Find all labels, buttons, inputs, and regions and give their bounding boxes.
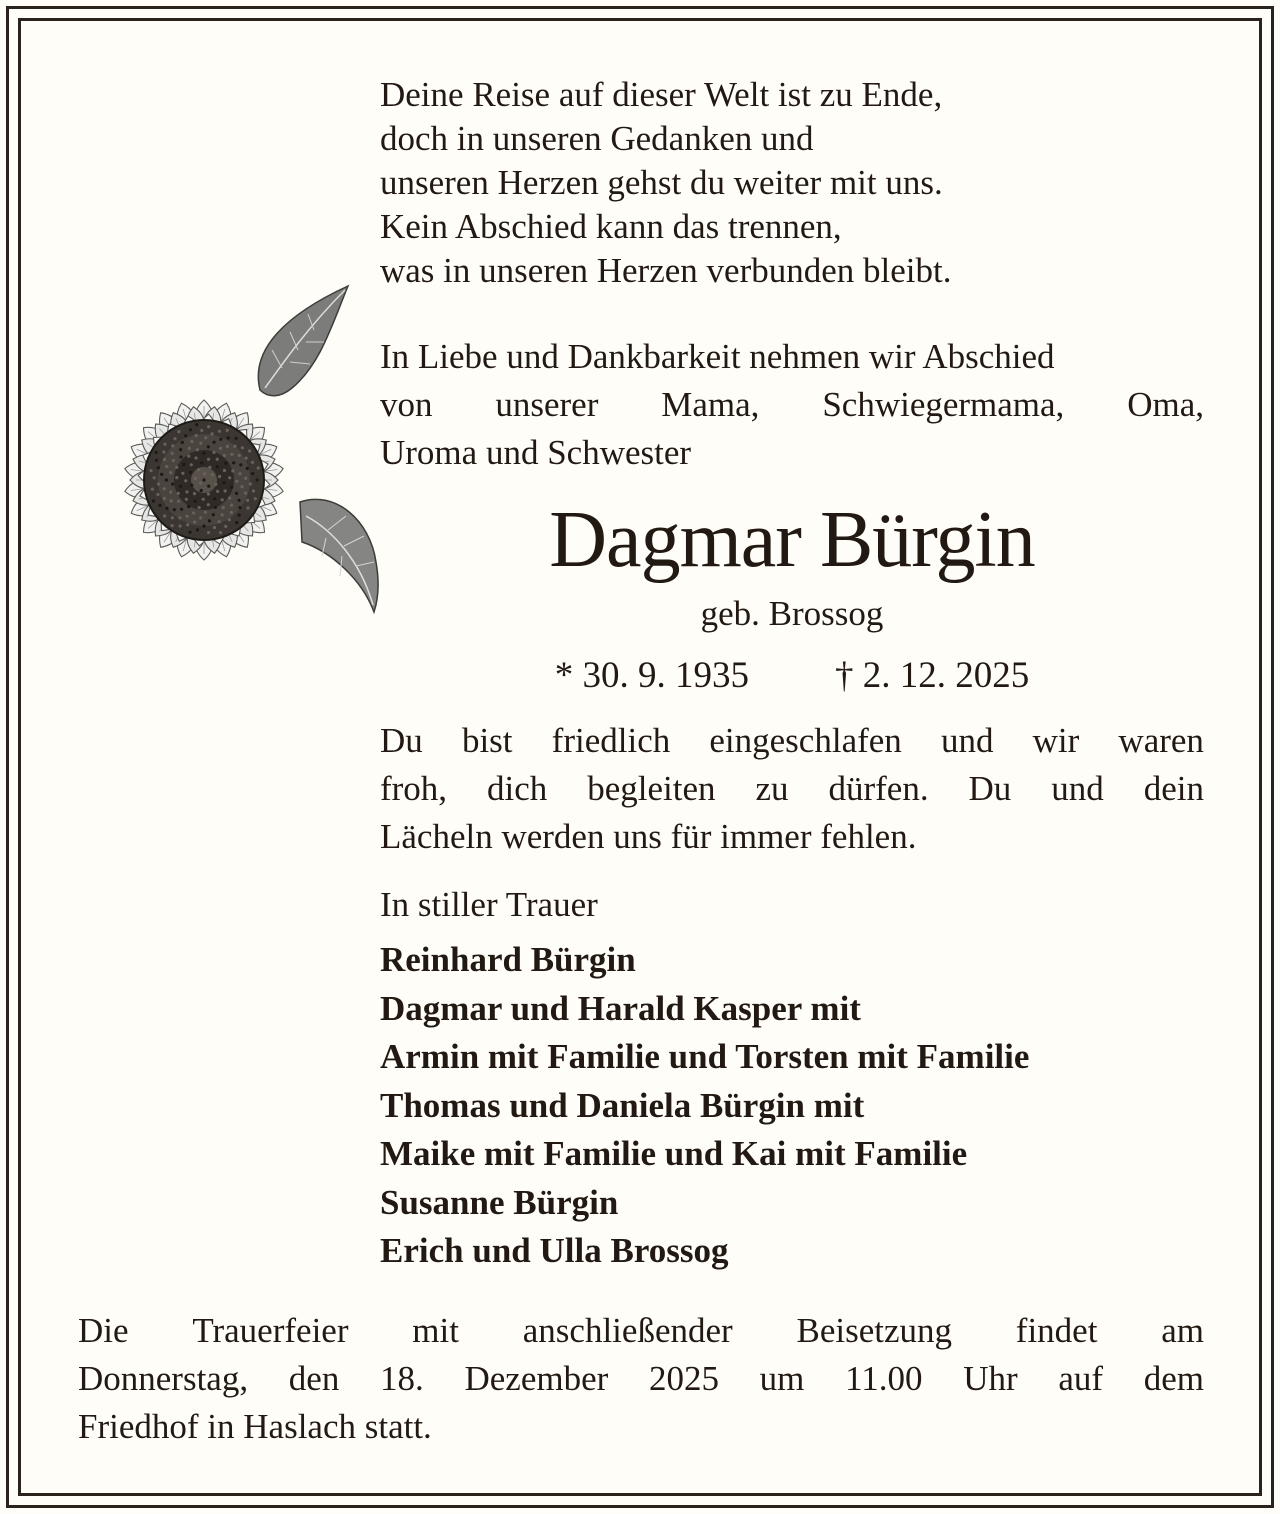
family-member: Armin mit Familie und Torsten mit Familie	[380, 1037, 1030, 1076]
word: waren	[1118, 721, 1204, 760]
word: friedlich	[551, 721, 671, 760]
seed	[214, 483, 217, 486]
seed	[173, 508, 176, 511]
seed	[175, 466, 178, 469]
word: den	[288, 1359, 340, 1398]
seed	[160, 473, 163, 476]
seed	[197, 468, 200, 471]
seed	[149, 469, 152, 472]
seed	[169, 491, 172, 494]
seed	[223, 469, 226, 472]
seed	[211, 473, 214, 476]
seed	[165, 478, 168, 481]
seed	[212, 451, 215, 454]
seed	[155, 451, 158, 454]
seed	[165, 465, 168, 468]
seed	[219, 447, 222, 450]
seed	[184, 479, 187, 482]
word: am	[1161, 1311, 1204, 1350]
family-member: Maike mit Familie und Kai mit Familie	[380, 1134, 968, 1173]
seed	[238, 506, 241, 509]
seed	[189, 428, 192, 431]
motto-line: Deine Reise auf dieser Welt ist zu Ende,	[380, 75, 943, 114]
seed	[222, 506, 225, 509]
seed	[162, 450, 165, 453]
seed	[231, 469, 234, 472]
word: Du	[380, 721, 423, 760]
seed	[221, 498, 224, 501]
word: dürfen.	[828, 769, 929, 808]
seed	[179, 524, 182, 527]
seed	[202, 498, 205, 501]
seed	[216, 465, 219, 468]
word: bist	[461, 721, 513, 760]
seed	[171, 524, 174, 527]
seed	[200, 489, 203, 492]
seed	[244, 477, 247, 480]
seed	[169, 471, 172, 474]
seed	[194, 477, 197, 480]
seed	[228, 496, 231, 499]
seed	[248, 449, 251, 452]
seed	[223, 481, 226, 484]
motto-verse	[380, 73, 1080, 293]
seed	[213, 526, 216, 529]
word: anschließender	[522, 1311, 733, 1350]
seed	[234, 437, 237, 440]
deceased-name: Dagmar Bürgin	[549, 496, 1035, 584]
seed	[186, 515, 189, 518]
seed	[235, 521, 238, 524]
seed	[157, 482, 160, 485]
seed	[207, 485, 210, 488]
word: wir	[1032, 721, 1080, 760]
word: Trauerfeier	[192, 1311, 349, 1350]
seed	[188, 447, 191, 450]
seed	[186, 523, 189, 526]
seed	[158, 504, 161, 507]
seed	[193, 492, 196, 495]
seed	[179, 485, 182, 488]
seed	[254, 497, 257, 500]
seed	[235, 492, 238, 495]
seed	[218, 475, 221, 478]
word: Mama,	[661, 385, 760, 424]
seed	[238, 514, 241, 517]
seed	[181, 441, 184, 444]
seed	[239, 463, 242, 466]
seed	[246, 467, 249, 470]
seed	[190, 440, 193, 443]
obituary-line	[380, 717, 1204, 765]
seed	[165, 507, 168, 510]
seed	[219, 531, 222, 534]
word: 2025	[648, 1359, 719, 1398]
word: Du	[968, 769, 1012, 808]
farewell-line: In Liebe und Dankbarkeit nehmen wir Abschied	[380, 337, 1055, 376]
seed	[190, 463, 193, 466]
seed	[175, 476, 178, 479]
family-member: Dagmar und Harald Kasper mit	[380, 988, 861, 1028]
word: begleiten	[587, 769, 716, 808]
seed	[230, 453, 233, 456]
seed	[188, 531, 191, 534]
seed	[216, 458, 219, 461]
word: von	[380, 385, 433, 424]
seed	[177, 492, 180, 495]
obituary-paragraph	[380, 717, 1204, 861]
seed	[213, 441, 216, 444]
seed	[194, 500, 197, 503]
birth-date: * 30. 9. 1935	[554, 655, 749, 696]
word: dein	[1143, 769, 1204, 808]
word: eingeschlafen	[709, 721, 902, 760]
seed	[207, 503, 210, 506]
word: dem	[1143, 1359, 1204, 1398]
seed	[198, 506, 201, 509]
lower-leaf	[300, 499, 378, 612]
seed	[156, 493, 159, 496]
seed	[171, 452, 174, 455]
seed	[238, 454, 241, 457]
seed	[163, 458, 166, 461]
seed	[224, 489, 227, 492]
family-member: Susanne Bürgin	[380, 1182, 619, 1222]
word: dich	[487, 769, 548, 808]
seed	[207, 492, 210, 495]
word: um	[759, 1359, 805, 1398]
motto-line: was in unseren Herzen verbunden bleibt.	[380, 251, 952, 290]
seed	[230, 486, 233, 489]
seed	[171, 483, 174, 486]
seed	[211, 432, 214, 435]
seed	[228, 476, 231, 479]
seed	[218, 430, 221, 433]
seed	[187, 505, 190, 508]
seed	[184, 434, 187, 437]
seed	[251, 461, 254, 464]
seed	[207, 425, 210, 428]
seed	[163, 443, 166, 446]
seed	[189, 471, 192, 474]
seed	[202, 478, 205, 481]
seed	[249, 482, 252, 485]
seed	[207, 445, 210, 448]
obituary-line	[380, 765, 1204, 813]
seed	[208, 466, 211, 469]
life-dates	[380, 652, 1204, 700]
seed	[182, 463, 185, 466]
word: Schwiegermama,	[822, 385, 1065, 424]
seed	[226, 445, 229, 448]
seed	[151, 488, 154, 491]
seed	[244, 492, 247, 495]
seed	[196, 448, 199, 451]
seed	[190, 484, 193, 487]
word: Die	[78, 1311, 129, 1350]
seed	[216, 490, 219, 493]
seed	[192, 511, 195, 514]
seed	[230, 511, 233, 514]
seed	[199, 442, 202, 445]
obituary-line: Lächeln werden uns für immer fehlen.	[380, 817, 917, 856]
word: 11.00	[845, 1359, 923, 1398]
seed	[224, 525, 227, 528]
seed	[212, 513, 215, 516]
sunflower-icon	[70, 280, 390, 625]
word: Dezember	[464, 1359, 609, 1398]
ceremony-line: Friedhof in Haslach statt.	[78, 1407, 432, 1446]
maiden-name: geb. Brossog	[700, 594, 884, 633]
word: zu	[755, 769, 789, 808]
seed	[157, 466, 160, 469]
seed	[163, 497, 166, 500]
motto-line: unseren Herzen gehst du weiter mit uns.	[380, 163, 943, 202]
family-member: Erich und Ulla Brossog	[380, 1231, 729, 1270]
seed	[246, 506, 249, 509]
word: auf	[1058, 1359, 1104, 1398]
word: 18.	[380, 1359, 424, 1398]
seed	[179, 455, 182, 458]
seed	[181, 472, 184, 475]
motto-line: Kein Abschied kann das trennen,	[380, 207, 842, 246]
seed	[194, 456, 197, 459]
seed	[208, 519, 211, 522]
ceremony-line	[78, 1307, 1204, 1355]
seed	[257, 466, 260, 469]
seed	[238, 472, 241, 475]
seed	[185, 490, 188, 493]
seed	[196, 528, 199, 531]
word: Beisetzung	[796, 1311, 952, 1350]
farewell-paragraph	[380, 333, 1204, 477]
seed	[202, 452, 205, 455]
word: Uhr	[963, 1359, 1018, 1398]
seed	[193, 521, 196, 524]
seed	[223, 454, 226, 457]
seed	[214, 506, 217, 509]
seed	[226, 429, 229, 432]
seed	[218, 520, 221, 523]
seed	[199, 481, 202, 484]
seed	[173, 437, 176, 440]
word: Donnerstag,	[78, 1359, 249, 1398]
seed	[224, 462, 227, 465]
farewell-line: Uroma und Schwester	[380, 433, 692, 472]
seed	[199, 516, 202, 519]
ceremony-notice	[78, 1307, 1204, 1451]
seed	[152, 499, 155, 502]
seed	[241, 446, 244, 449]
seed	[195, 434, 198, 437]
seed	[179, 448, 182, 451]
word: Oma,	[1127, 385, 1204, 424]
seed	[213, 497, 216, 500]
seed	[227, 436, 230, 439]
ceremony-line	[78, 1355, 1204, 1403]
seed	[163, 487, 166, 490]
word: und	[1051, 769, 1104, 808]
seed	[238, 499, 241, 502]
seed	[153, 476, 156, 479]
seed	[207, 531, 210, 534]
seed	[202, 524, 205, 527]
motto-line: doch in unseren Gedanken und	[380, 119, 814, 158]
family-list	[380, 936, 1204, 1276]
seed	[185, 498, 188, 501]
seed	[200, 429, 203, 432]
seed	[207, 458, 210, 461]
seed	[172, 459, 175, 462]
seed	[233, 445, 236, 448]
word: mit	[412, 1311, 459, 1350]
seed	[178, 516, 181, 519]
seed	[228, 518, 231, 521]
seed	[221, 513, 224, 516]
seed	[163, 514, 166, 517]
seed	[200, 461, 203, 464]
word: findet	[1015, 1311, 1098, 1350]
seed	[245, 457, 248, 460]
family-member: Thomas und Daniela Bürgin mit	[380, 1085, 865, 1125]
seed	[180, 508, 183, 511]
seed	[203, 472, 206, 475]
seed	[240, 485, 243, 488]
seed	[251, 472, 254, 475]
seed	[246, 499, 249, 502]
seed	[177, 430, 180, 433]
seed	[177, 500, 180, 503]
seed	[219, 438, 222, 441]
seed	[170, 499, 173, 502]
seed	[155, 459, 158, 462]
seed	[235, 480, 238, 483]
word: unserer	[495, 385, 599, 424]
farewell-line	[380, 381, 1204, 429]
seed	[256, 478, 259, 481]
seed	[230, 504, 233, 507]
seed	[232, 461, 235, 464]
seed	[171, 516, 174, 519]
mourning-label: In stiller Trauer	[380, 885, 598, 924]
death-date: † 2. 12. 2025	[835, 655, 1030, 696]
seed	[204, 511, 207, 514]
family-member: Reinhard Bürgin	[380, 940, 636, 979]
seed	[195, 423, 198, 426]
seed	[187, 455, 190, 458]
seed	[252, 489, 255, 492]
seed	[204, 436, 207, 439]
word: froh,	[380, 769, 448, 808]
word: und	[940, 721, 994, 760]
seed	[171, 444, 174, 447]
